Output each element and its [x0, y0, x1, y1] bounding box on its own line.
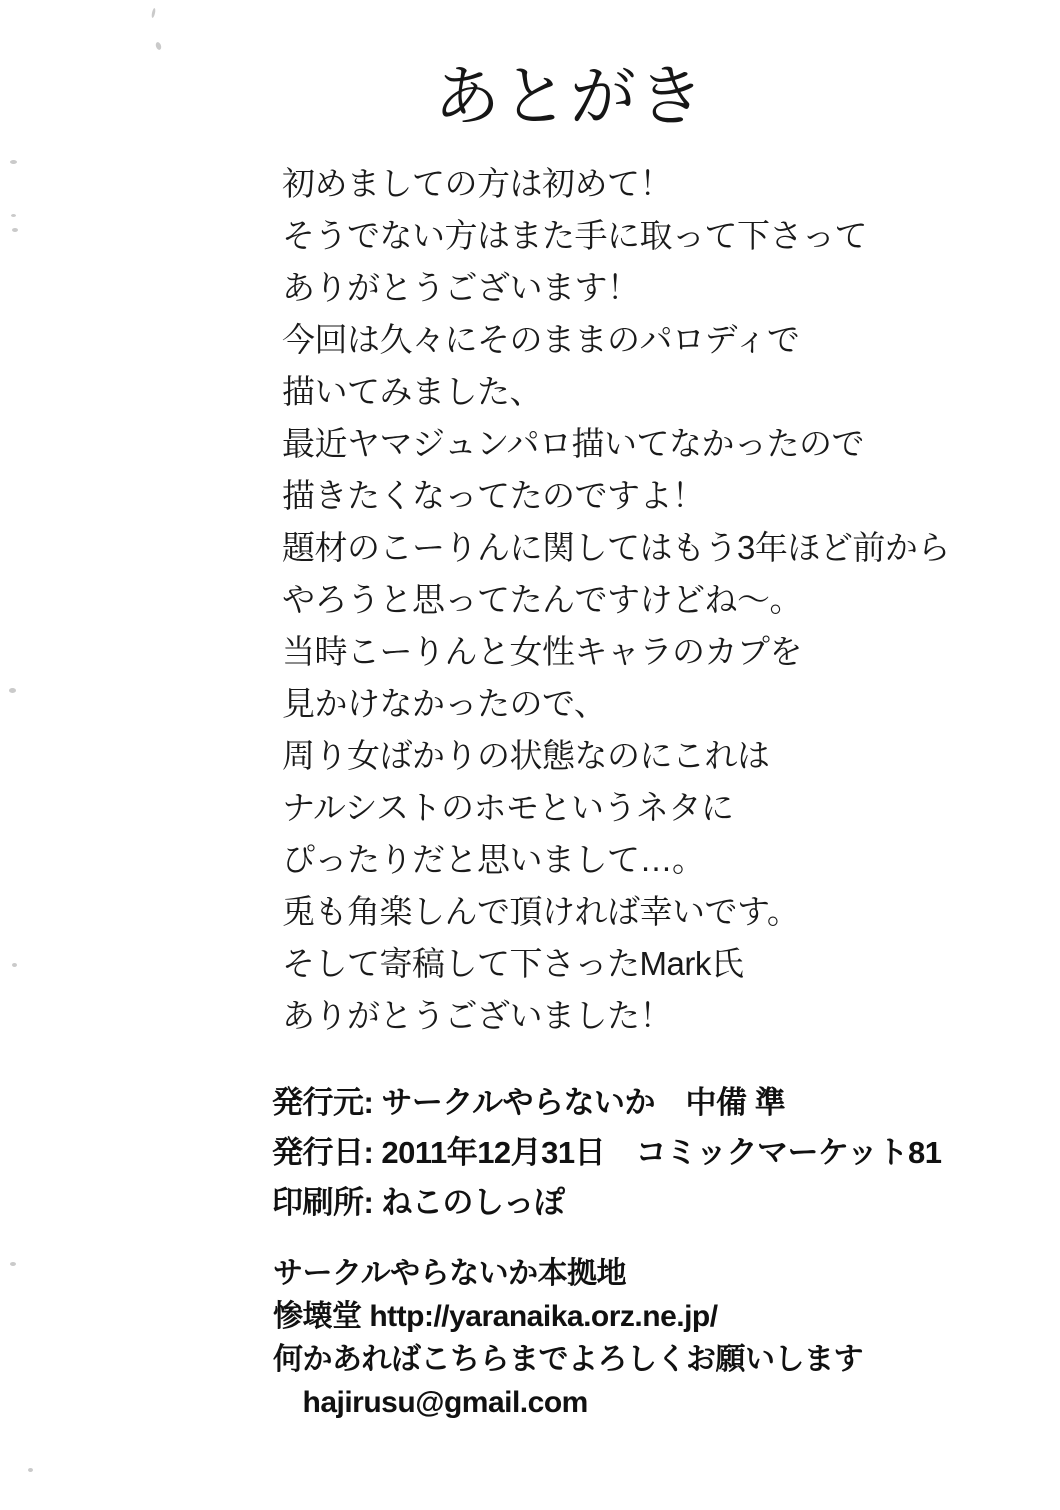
body-line: そして寄稿して下さったMark氏 — [282, 945, 744, 982]
body-line: 題材のこーりんに関してはもう3年ほど前から — [282, 529, 950, 566]
body-line: ありがとうございます！ — [282, 269, 640, 306]
scan-speck — [10, 160, 17, 164]
contact-email: hajirusu@gmail.com — [273, 1386, 588, 1419]
circle-home-label: サークルやらないか本拠地 — [273, 1257, 627, 1290]
publication-info — [272, 1078, 992, 1228]
body-line: 最近ヤマジュンパロ描いてなかったので — [282, 425, 865, 462]
body-line: 描いてみました、 — [282, 373, 542, 410]
body-line: 周り女ばかりの状態なのにこれは — [282, 737, 770, 774]
publisher-line: 発行元: サークルやらないか 中備 準 — [272, 1085, 786, 1120]
publication-date-line: 発行日: 2011年12月31日 コミックマーケット81 — [272, 1135, 942, 1170]
body-line: 当時こーりんと女性キャラのカプを — [282, 633, 802, 670]
body-line: ぴったりだと思いまして…。 — [282, 841, 705, 878]
scan-speck — [12, 963, 17, 967]
scan-speck — [12, 228, 18, 232]
body-line: そうでない方はまた手に取って下さって — [282, 217, 867, 254]
scan-speck — [28, 1468, 33, 1472]
body-line: 描きたくなってたのですよ！ — [282, 477, 705, 514]
scan-speck — [9, 688, 16, 693]
body-line: 今回は久々にそのままのパロディで — [282, 321, 800, 358]
body-line: ありがとうございました！ — [282, 997, 672, 1034]
scan-speck — [10, 1262, 16, 1266]
body-line: ナルシストのホモというネタに — [282, 789, 734, 826]
body-line: やろうと思ってたんですけどね～。 — [282, 581, 802, 618]
scan-speck — [151, 8, 156, 18]
contact-info — [273, 1252, 973, 1424]
body-line: 見かけなかったので、 — [282, 685, 607, 722]
contact-note: 何かあればこちらまでよろしくお願いします — [273, 1343, 863, 1376]
body-line: 初めましての方は初めて！ — [282, 165, 672, 202]
printer-line: 印刷所: ねこのしっぽ — [272, 1185, 565, 1220]
website-url: 惨壊堂 http://yaranaika.orz.ne.jp/ — [273, 1300, 718, 1333]
body-line: 兎も角楽しんで頂ければ幸いです。 — [282, 893, 800, 930]
page-title: あとがき — [434, 59, 706, 133]
scan-speck — [155, 41, 162, 50]
scan-speck — [11, 214, 16, 217]
afterword-body — [282, 158, 982, 1042]
